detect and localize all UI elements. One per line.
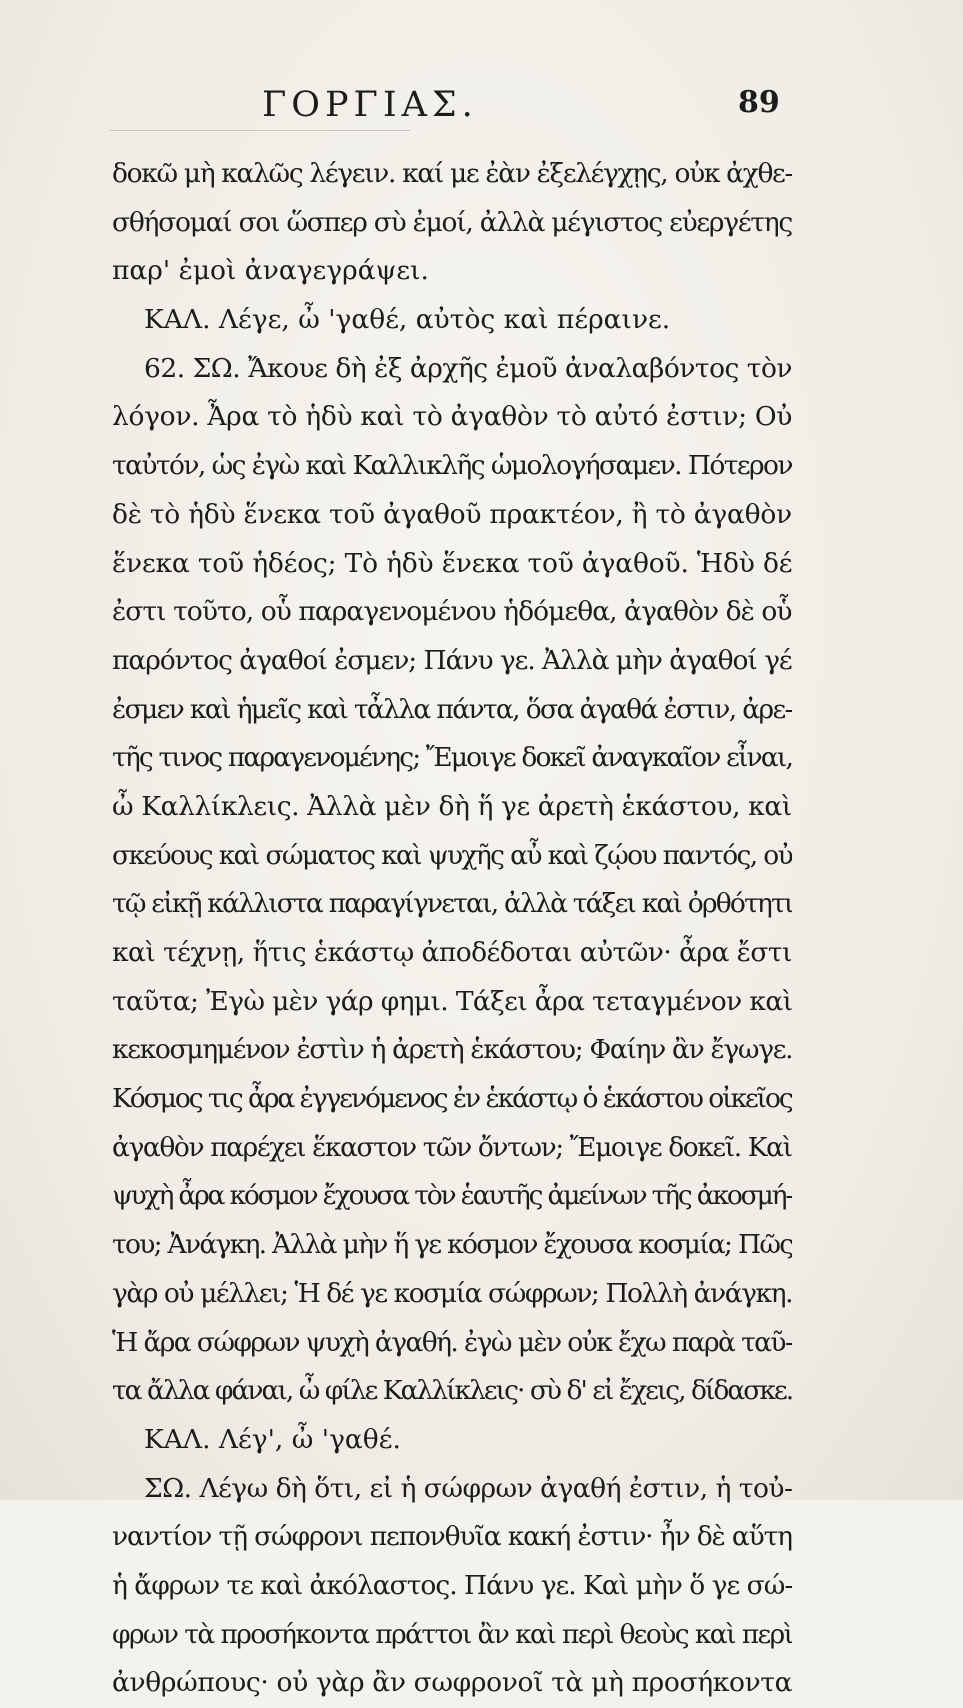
text-line: ἐστι τοῦτο, οὗ παραγενομένου ἡδόμεθα, ἀγαθὸν δὲ οὗ: [112, 596, 792, 628]
text-line: δὲ τὸ ἡδὺ ἕνεκα τοῦ ἀγαθοῦ πρακτέον, ἢ τὸ ἀγαθὸν: [112, 498, 792, 530]
text-line: ὦ Καλλίκλεις. Ἀλλὰ μὲν δὴ ἥ γε ἀρετὴ ἑκάστου, καὶ: [112, 790, 792, 822]
text-line: ἀνθρώπους· οὐ γὰρ ἂν σωφρονοῖ τὰ μὴ προσήκοντα: [112, 1667, 792, 1699]
header-rule: [110, 130, 410, 131]
text-line: Κόσμος τις ἆρα ἐγγενόμενος ἐν ἑκάστῳ ὁ ἑκάστου οἰκεῖος: [112, 1083, 792, 1115]
text-line: ΚΑΛ. Λέγ', ὦ 'γαθέ.: [144, 1423, 401, 1455]
page-number: 89: [738, 85, 780, 120]
text-line: ταῦτα; Ἐγὼ μὲν γάρ φημι. Τάξει ἆρα τεταγμένον καὶ: [112, 985, 792, 1017]
text-line: δοκῶ μὴ καλῶς λέγειν. καί με ἐὰν ἐξελέγχῃς, οὐκ ἀχθε-: [112, 158, 792, 189]
text-line: ἀγαθὸν παρέχει ἕκαστον τῶν ὄντων; Ἔμοιγε δοκεῖ. Καὶ: [112, 1131, 792, 1163]
text-line: ψυχὴ ἆρα κόσμον ἔχουσα τὸν ἑαυτῆς ἀμείνων τῆς ἀκοσμή-: [112, 1180, 792, 1212]
page-title: ΓΟΡΓΙΑΣ.: [262, 85, 478, 125]
text-line: ΚΑΛ. Λέγε, ὦ 'γαθέ, αὐτὸς καὶ πέραινε.: [144, 304, 671, 336]
running-head: [0, 80, 963, 130]
text-line: ἕνεκα τοῦ ἡδέος; Τὸ ἡδὺ ἕνεκα τοῦ ἀγαθοῦ. Ἡδὺ δέ: [112, 547, 792, 579]
text-line: ναντίον τῇ σώφρονι πεπονθυῖα κακή ἐστιν· ἦν δὲ αὕτη: [112, 1521, 792, 1553]
text-line: ἡ ἄφρων τε καὶ ἀκόλαστος. Πάνυ γε. Καὶ μὴν ὅ γε σώ-: [112, 1569, 792, 1601]
text-line: παρόντος ἀγαθοί ἐσμεν; Πάνυ γε. Ἀλλὰ μὴν ἀγαθοί γέ: [112, 644, 792, 676]
text-line: του; Ἀνάγκη. Ἀλλὰ μὴν ἥ γε κόσμον ἔχουσα κοσμία; Πῶς: [112, 1229, 792, 1261]
text-line: λόγον. Ἆρα τὸ ἡδὺ καὶ τὸ ἀγαθὸν τὸ αὐτό ἐστιν; Οὐ: [112, 401, 792, 433]
text-line: καὶ τέχνῃ, ἥτις ἑκάστῳ ἀποδέδοται αὐτῶν· ἆρα ἔστι: [112, 937, 792, 968]
text-line: φρων τὰ προσήκοντα πράττοι ἂν καὶ περὶ θεοὺς καὶ περὶ: [112, 1618, 792, 1650]
text-line: 62. ΣΩ. Ἄκουε δὴ ἐξ ἀρχῆς ἐμοῦ ἀναλαβόντος τὸν: [144, 352, 792, 384]
text-line: σκεύους καὶ σώματος καὶ ψυχῆς αὖ καὶ ζῴου παντός, οὐ: [112, 839, 792, 871]
text-line: τῆς τινος παραγενομένης; Ἔμοιγε δοκεῖ ἀναγκαῖον εἶναι,: [112, 742, 792, 774]
body-text: [112, 150, 792, 1708]
text-line: παρ' ἐμοὶ ἀναγεγράψει.: [112, 255, 429, 287]
text-line: σθήσομαί σοι ὥσπερ σὺ ἐμοί, ἀλλὰ μέγιστος εὐεργέτης: [112, 206, 792, 238]
text-line: τῷ εἰκῇ κάλλιστα παραγίγνεται, ἀλλὰ τάξει καὶ ὀρθότητι: [112, 888, 792, 920]
text-line: Ἡ ἄρα σώφρων ψυχὴ ἀγαθή. ἐγὼ μὲν οὐκ ἔχω παρὰ ταῦ-: [112, 1326, 792, 1358]
text-line: ΣΩ. Λέγω δὴ ὅτι, εἰ ἡ σώφρων ἀγαθή ἐστιν, ἡ τοὐ-: [144, 1472, 792, 1504]
text-line: ἐσμεν καὶ ἡμεῖς καὶ τἆλλα πάντα, ὅσα ἀγαθά ἐστιν, ἀρε-: [112, 693, 792, 725]
text-line: κεκοσμημένον ἐστὶν ἡ ἀρετὴ ἑκάστου; Φαίην ἂν ἔγωγε.: [112, 1034, 792, 1066]
text-line: ταὐτόν, ὡς ἐγὼ καὶ Καλλικλῆς ὡμολογήσαμεν. Πότερον: [112, 450, 792, 482]
text-line: τα ἄλλα φάναι, ὦ φίλε Καλλίκλεις· σὺ δ' εἰ ἔχεις, δίδασκε.: [112, 1375, 792, 1407]
text-line: γὰρ οὐ μέλλει; Ἡ δέ γε κοσμία σώφρων; Πολλὴ ἀνάγκη.: [112, 1277, 792, 1309]
